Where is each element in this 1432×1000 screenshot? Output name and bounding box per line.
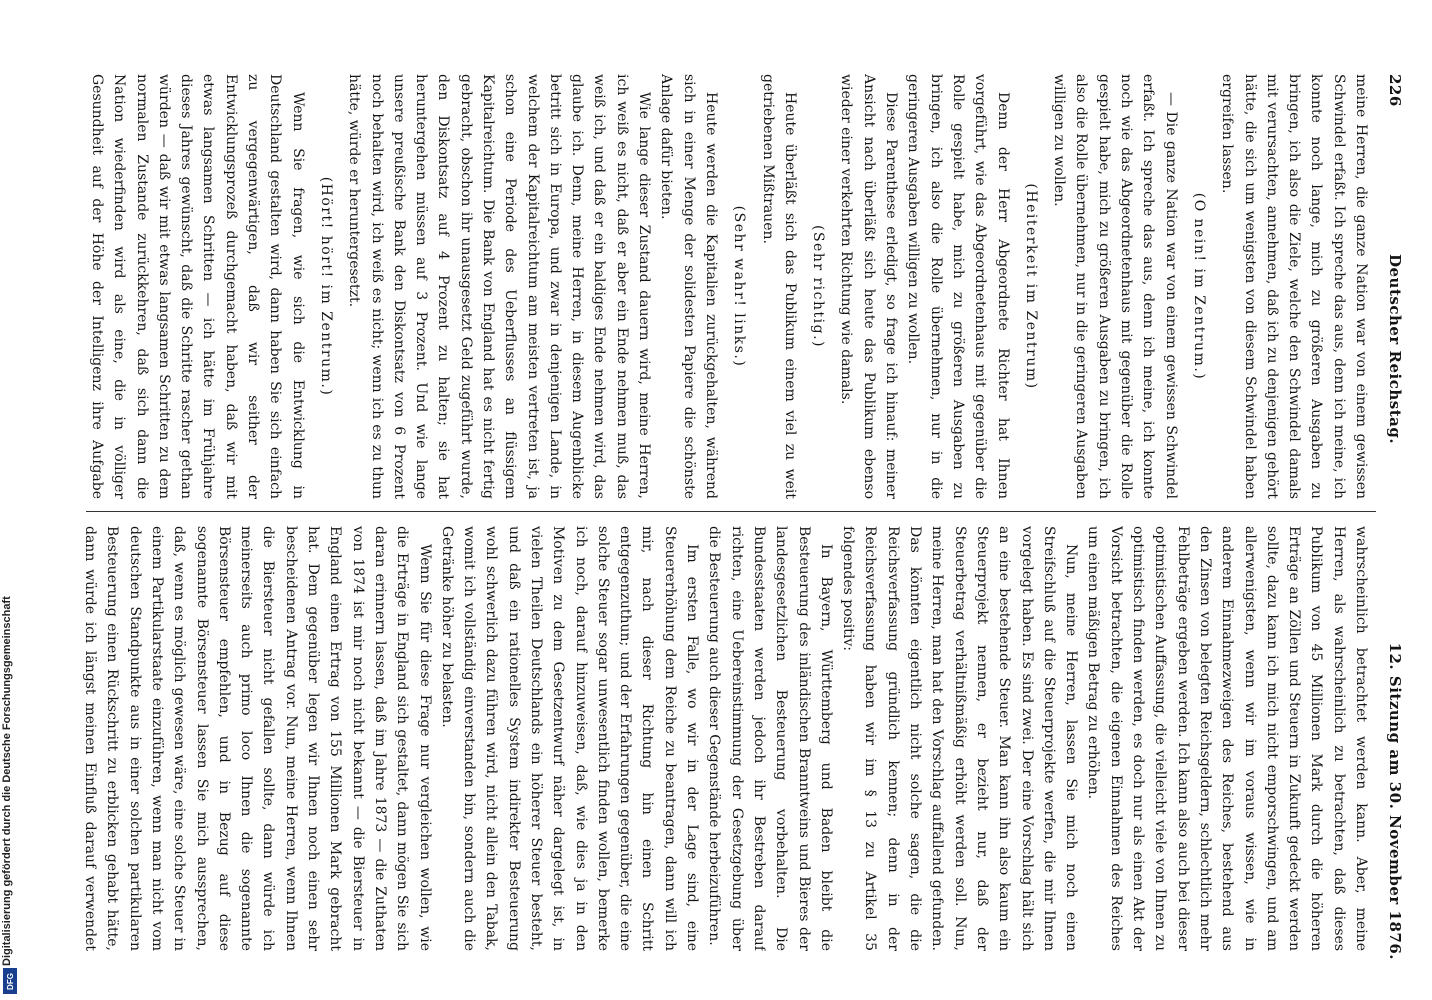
paragraph: wahrscheinlich betrachtet werden kann. Aber, meine Herren, als wahrscheinlich zu betrachten, daß dieses Publikum von 45 Millionen Mark durch die höheren Erträge an Zöllen und Steuern in Zukunft gedeckt werden sollte, dazu kann ich mich nicht emporschwingen, und am allerwenigsten, wenn wir im voraus wissen, wie in anderem Einnahmezweigen des Reiches, bestehend aus den Zinsen von belegten Reichsgeldern, schlechtlich mehr Fehlbeträge ergeben werden. Ich kann also auch bei dieser optimistischen Auffassung, die vielleicht viele von Ihnen zu optimistisch finden werden, es doch nur als einen Akt der Vorsicht betrachten, die eigenen Einnahmen des Reiches um einen mäßigen Betrag zu erhöhen. (1085, 526, 1369, 951)
interjection: (Sehr wahr! links.) (731, 205, 748, 368)
paragraph: — Die ganze Nation war von einem gewissen Schwindel erfaßt. Ich spreche das aus, denn ich meine, ich konnte noch wie das Abgeordnetenhaus mit gegenüber die Rolle gespielt habe, mich zu größeren Ausgaben zu bringen, ich also die Rolle übernehmen, nur in die geringeren Ausgaben willigen zu wollen. (1051, 74, 1179, 499)
interjection: (Heiterkeit im Zentrum) (1022, 183, 1039, 390)
paragraph: Denn der Herr Abgeordnete Richter hat Ihnen vorgeführt, wie das Abgeordnetenhaus mit gegenüber die Rolle gespielt habe, mich zu größeren Ausgaben zu bringen, ich also die Rolle übernehmen, nur in die geringeren Ausgaben willigen zu wollen. (905, 74, 1011, 499)
paragraph: Diese Parenthese erledigt, so frage ich hinauf: meiner Ansicht nach überläßt sich heute das Publikum ebenso wieder einer verkehrten Richtung wie damals. (838, 74, 900, 499)
left-text-column (82, 74, 1372, 499)
interjection: (Sehr richtig.) (810, 224, 827, 348)
paragraph: meine Herren, die ganze Nation war von einem gewissen Schwindel erfaßt. Ich spreche das aus, denn ich meine, ich konnte noch lange, mich zu größeren Ausgaben zu bringen, ich also die Ziele, welche den Schwindel damals mit verursachten, annehmen, daß ich zu denjenigen gehört hätte, die sich um wenigsten von diesem Schwindel haben ergreifen lassen. (1219, 74, 1369, 499)
page-number: 226 (1386, 74, 1404, 107)
column-divider (86, 511, 1376, 512)
paragraph: Heute überläßt sich das Publikum einem viel zu weit getriebenen Mißtrauen. (759, 74, 798, 499)
digitization-footer (1, 0, 19, 1000)
paragraph: Wenn Sie fragen, wie sich die Entwicklung in Deutschland gestalten wird, dann haben Sie sich einfach zu vergegenwärtigen, daß wir seither der Entwicklungsprozeß durchgemacht haben, daß wir mit etwas langsamen Schritten — ich hätte im Frühjahre dieses Jahres gewünscht, daß die Schritte rascher gethan würden — daß wir mit etwas langsamen Schritten zu dem normalen Zustande zurückkehren, daß sich dann die Nation wiederfinden wird als eine, die in völliger Gesundheit auf der Höhe der Intelligenz ihre Aufgabe (88, 74, 306, 499)
interjection: (O nein! im Zentrum.) (1190, 192, 1207, 381)
paragraph: Im ersten Falle, wo wir in der Lage sind, eine Steuererhöhung dem Reiche zu beantragen, dann will ich mir, nach dieser Richtung hin einen Schritt entgegenzuthun; und der Erfahrungen gegenüber, die eine solche Steuer sogar unwesentlich finden wollen, bemerke ich noch, darauf hinzuweisen, daß, wie dies ja in den Motiven zu dem Gesetzentwurf näher dargelegt ist, in vielen Theilen Deutschlands ein höherer Steuer besteht, und daß ein rationelles System indirekter Besteuerung wohl schwerlich dazu führen wird, nicht allein den Tabak, womit ich vollständig einverstanden bin, sondern auch die Getränke höher zu belasten. (438, 526, 701, 951)
paragraph: In Bayern, Württemberg und Baden bleibt die Besteuerung des inländischen Branntweins und Bieres der landesgesetzlichen Besteuerung vorbehalten. Die Bundesstaaten werden jedoch ihr Bestreben darauf richten, eine Uebereinstimmung der Gesetzgebung über die Besteuerung auch dieser Gegenstände herbeizuführen. (706, 526, 834, 951)
page-header (1380, 74, 1406, 968)
session-title: 12. Sitzung am 30. November 1876. (1386, 642, 1404, 960)
paragraph: Nun, meine Herren, lassen Sie mich noch einen Streifschluß auf die Steuerprojekte werfen, die mir Ihnen vorgelegt haben. Es sind zwei. Der eine Vorschlag hält sich an eine bestehende Steuer. Man kann ihn also kaum ein Steuerprojekt nennen, er bezieht nur, daß der Steuerbetrag verhältnißmäßig erhöht werden soll. Nun, meine Herren, man hat den Vorschlag auffallend gefunden. Das könnten eigentlich nicht solche sagen, die die Reichsverfassung gründlich kennen; denn in der Reichsverfassung haben wir im § 13 zu Artikel 35 folgendes positiv: (840, 526, 1080, 951)
funding-note: Digitalisierung gefördert durch die Deutsche Forschungsgemeinschaft (1, 596, 13, 966)
paragraph: Wenn Sie für diese Frage nur vergleichen wollen, wie die Erträge in England sich gestaltet, dann mögen Sie sich daran erinnern lassen, daß im Jahre 1873 — die Zuthaten von 1874 ist mir noch nicht bekannt — die Biersteuer in England einen Ertrag von 155 Millionen Mark gebracht hat. Dem gegenüber legen wir Ihnen noch einen sehr bescheidenen Antrag vor. Nun, meine Herren, wenn Ihnen die Biersteuer nicht gefallen sollte, dann würde ich meinerseits auch primo loco Ihnen die sogenannte Börsensteuer empfehlen, und in Bezug auf diese sogenannte Börsensteuer lassen Sie mich aussprechen, daß, wenn es möglich gewesen wäre, eine solche Steuer in einem Partikularstaate einzuführen, wenn man nicht vom deutschen Standpunkte aus in einer solchen partikularen Besteuerung einen Rückschritt zu erblicken gehabt hätte, dann würde ich längst meinen Einfluß darauf verwendet (82, 526, 433, 951)
publication-title: Deutscher Reichstag. (1386, 254, 1404, 445)
paragraph: Heute werden die Kapitalien zurückgehalten, während sich in einer Menge der solidesten Papiere die schönste Anlage dafür bieten. (658, 74, 719, 499)
right-text-column (82, 526, 1372, 951)
paragraph: Wie lange dieser Zustand dauern wird, meine Herren, ich weiß es nicht, daß er aber ein Ende nehmen muß, das weiß ich, und daß er ein baldiges Ende nehmen wird, das glaube ich. Denn, meine Herren, in diesem Augenblicke betritt sich in Europa, und zwar in denjenigen Lande, in welchem der Kapitalreichtum am meisten vertreten ist, ja schon eine Periode des Ueberflusses an flüssigem Kapitalreichtum. Die Bank von England hat es nicht fertig gebracht, obschon ihr unausgesetzt Geld zugeführt wurde, den Diskontsatz auf 4 Prozent zu halten; sie hat heruntergehen müssen auf 3 Prozent. Und wie lange unsere preußische Bank den Diskontsatz von 6 Prozent noch behalten wird, ich weiß es nicht; wenn ich es zu thun hätte, würde er heruntergesetzt. (346, 74, 653, 499)
dfg-logo-icon (3, 968, 17, 994)
dfg-logo-label: DFG (5, 972, 15, 990)
interjection: (Hört! hört! im Zentrum.) (317, 176, 334, 397)
document-page (76, 74, 1406, 968)
